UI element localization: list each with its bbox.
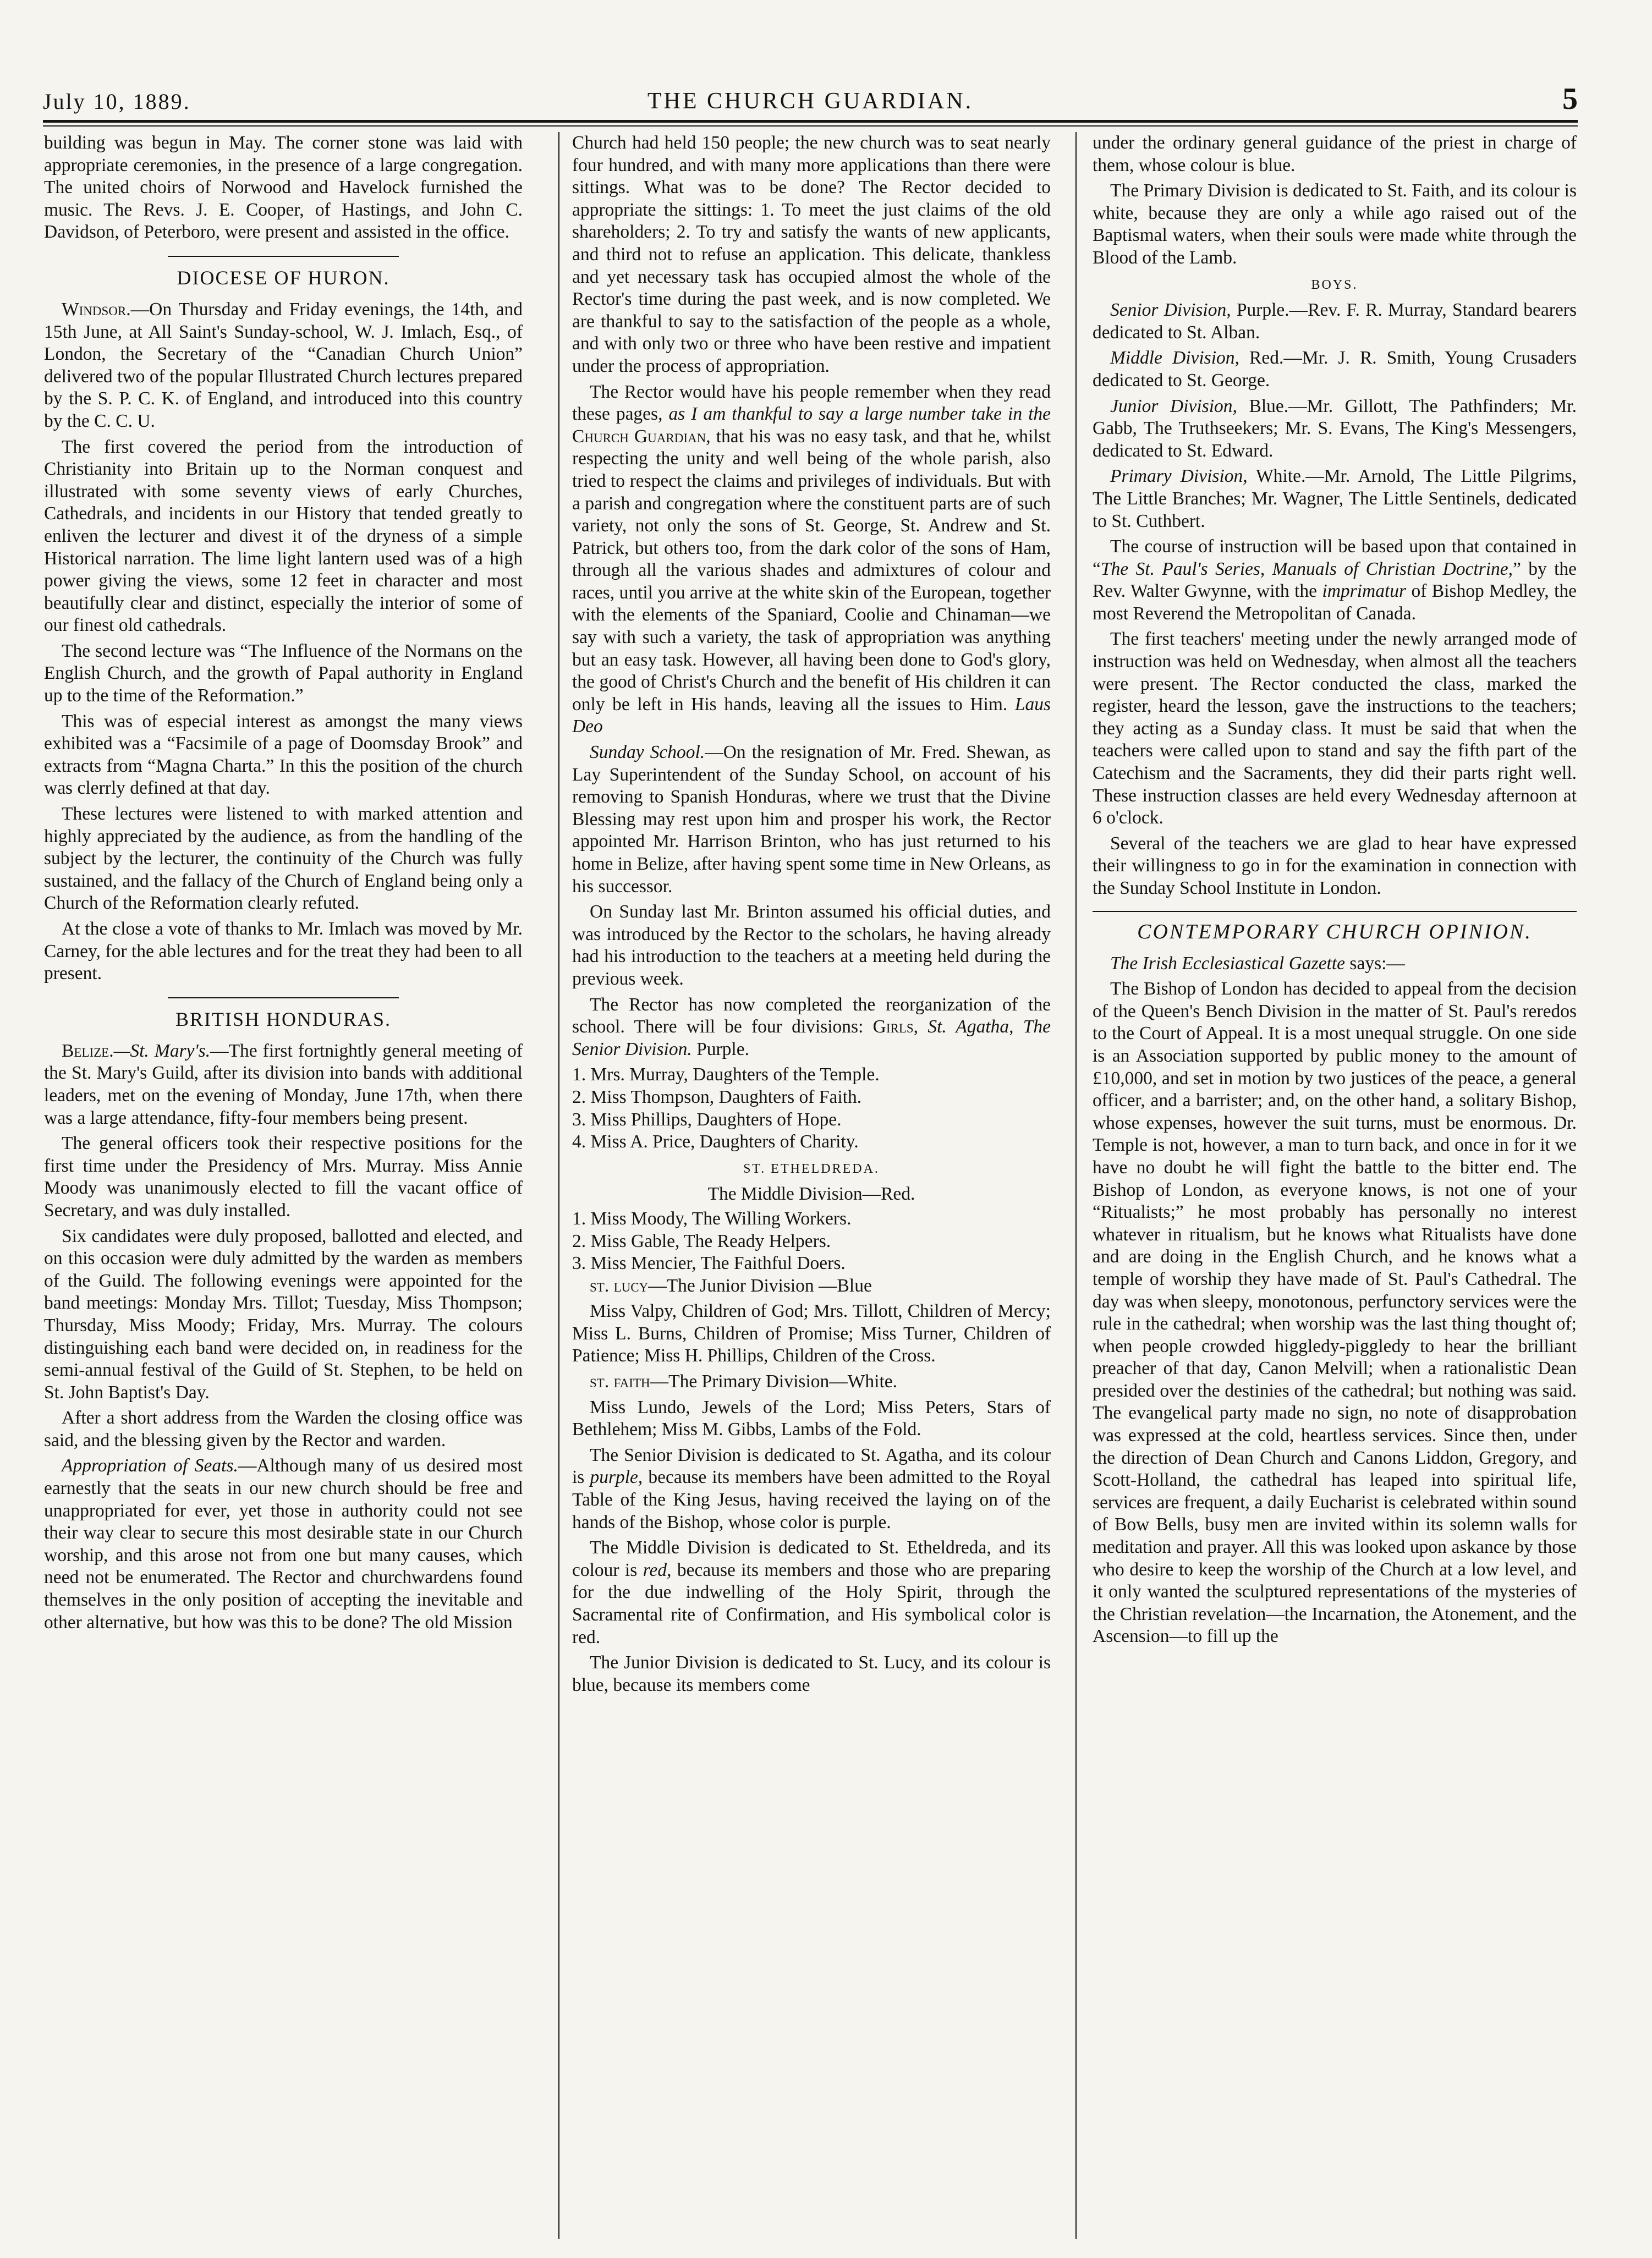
paragraph: The first teachers' meeting under the newly arranged mode of instruction was held on Wednesday, when almost all the teachers were present. The Rector conducted the class, marked the register, heard the lesson, gave the instructions to the teachers; they acting as a Sunday class. It must be said that when the teachers were called upon to stand and say the fifth part of the Catechism and the Sacraments, they did their parts right well. These instruction classes are held every Wednesday afternoon at 6 o'clock.: [1093, 629, 1577, 828]
place-lead: Belize.: [62, 1040, 114, 1061]
section-rule: [1093, 911, 1577, 912]
list-item: 3. Miss Phillips, Daughters of Hope.: [572, 1109, 842, 1130]
paragraph: The Bishop of London has decided to appeal from the decision of the Queen's Bench Division in the matter of St. Paul's reredos to the Court of Appeal. It is a most unequal struggle. On one side is an Association supported by public money to the amount of £10,000, and set in motion by two justices of the peace, a general officer, and a barrister; and, on the other hand, a solitary Bishop, whose expenses, however the suit turns, must be enormous. Dr. Temple is not, however, a man to turn back, and once in for it we have no doubt he will fight the battle to the bitter end. The Bishop of London, as everyone knows, is not one of your “Ritualists;” he most probably has personally no interest whatever in ritualism, but he knows what Ritualists have done and are doing in the English Church, and he knows what a temple of worship they have made of St. Paul's Cathedral. The day was when sleepy, monotonous, perfunctory services were the rule in the cathedral; when worship was the last thing thought of; when people crowded higgledy-piggledy to hear the brilliant preacher of that day, Canon Melvill; when a rationalistic Dean presided over the destinies of the cathedral; but nothing was said. The evangelical party made no sign, no note of disapprobation was expressed at the cold, heartless services. Since then, under the direction of Dean Church and Canons Liddon, Gregory, and Scott-Holland, the cathedral has leaped into spiritual life, services are frequent, a daily Eucharist is celebrated within sound of Bow Bells, busy men are invited within its solemn walls for meditation and prayer. All this was looked upon askance by those who desire to keep the worship of the Church at a low level, and it only wanted the sculptured representations of the mysteries of the Christian revelation—the Incarnation, the Atonement, and the Ascension—to fill up the: [1093, 979, 1577, 1647]
paragraph: The second lecture was “The Influence of the Normans on the English Church, and the growth of Papal authority in England up to the time of the Reformation.”: [44, 640, 523, 706]
paragraph: The general officers took their respective positions for the first time under the Presidency of Mrs. Murray. Miss Annie Moody was unanimously elected to fill the vacant office of Secretary, and was duly installed.: [44, 1133, 523, 1221]
division-line: st. lucy—The Junior Division —Blue: [590, 1275, 872, 1296]
page-number: 5: [1562, 82, 1578, 116]
division-line: The Middle Division—Red.: [707, 1184, 915, 1205]
column-divider: [558, 132, 559, 2239]
paragraph: Appropriation of Seats.—Although many of us desired most earnestly that the seats in our new church should be free and unappropriated for ever, yet those in authority could not see their way clear to secure this most desirable state in our Church worship, and this arose not from one but many causes, which need not be enumerated. The Rector and churchwardens found themselves in the only position of accepting the inevitable and other alternative, but how was this to be done? The old Mission: [44, 1455, 523, 1633]
paragraph: Church had held 150 people; the new church was to seat nearly four hundred, and with many more applications than there were sittings. What was to be done? The Rector decided to appropriate the sittings: 1. To meet the just claims of the old shareholders; 2. To try and satisfy the wants of new applicants, and third not to refuse an application. This delicate, thankless and yet necessary task has occupied almost the whole of the Rector's time during the past week, and is now completed. We are thankful to say to the satisfaction of the people as a whole, and with only two or three who have been restive and impatient under the process of appropriation.: [572, 133, 1051, 376]
section-heading-british-honduras: BRITISH HONDURAS.: [175, 1008, 392, 1030]
list-item: 2. Miss Thompson, Daughters of Faith.: [572, 1086, 862, 1107]
section-heading-contemporary-church-opinion: CONTEMPORARY CHURCH OPINION.: [1137, 920, 1532, 943]
paragraph: At the close a vote of thanks to Mr. Imlach was moved by Mr. Carney, for the able lectures and for the treat they had been to all present.: [44, 919, 523, 984]
paragraph: Senior Division, Purple.—Rev. F. R. Murray, Standard bearers dedicated to St. Alban.: [1093, 300, 1577, 343]
paragraph: The Senior Division is dedicated to St. Agatha, and its colour is purple, because its members have been admitted to the Royal Table of the King Jesus, having received the laying on of the hands of the Bishop, whose color is purple.: [572, 1444, 1051, 1532]
paragraph: The first covered the period from the introduction of Christianity into Britain up to the Norman conquest and illustrated with some seventy views of early Churches, Cathedrals, and incidents in our History that tended greatly to enliven the lecturer and divest it of the dryness of a simple Historical narration. The lime light lantern used was of a high power giving the views, some 12 feet in character and most beautifully clear and distinct, especially the interior of some of our finest old cathedrals.: [44, 436, 523, 636]
paragraph: The Primary Division is dedicated to St. Faith, and its colour is white, because they are only a while ago raised out of the Baptismal waters, when their souls were made white through the Blood of the Lamb.: [1093, 180, 1577, 268]
paragraph: The Middle Division is dedicated to St. Etheldreda, and its colour is red, because its members and those who are preparing for the due indwelling of the Holy Spirit, through the Sacramental rite of Confirmation, and His symbolical color is red.: [572, 1537, 1051, 1647]
place-lead: Windsor.: [62, 299, 131, 320]
paragraph: building was begun in May. The corner stone was laid with appropriate ceremonies, in the presence of a large congregation. The united choirs of Norwood and Havelock furnished the music. The Revs. J. E. Cooper, of Hastings, and John C. Davidson, of Peterboro, were present and assisted in the office.: [44, 133, 523, 243]
masthead: [43, 81, 1578, 119]
subheading-st-etheldreda: ST. ETHELDREDA.: [743, 1161, 880, 1176]
list-item: 1. Miss Moody, The Willing Workers.: [572, 1208, 852, 1229]
paragraph: These lectures were listened to with marked attention and highly appreciated by the audience, as from the handling of the subject by the lecturer, the continuity of the Church was fully sustained, and the fallacy of the Church of England being only a Church of the Reformation clearly refuted.: [44, 804, 523, 914]
column-2: [572, 132, 1051, 2228]
paragraph: This was of especial interest as amongst the many views exhibited was a “Facsimile of a page of Doomsday Brook” and extracts from “Magna Charta.” In this the position of the church was clerrly defined at that day.: [44, 711, 523, 799]
paragraph: The Junior Division is dedicated to St. Lucy, and its colour is blue, because its members come: [572, 1652, 1051, 1695]
newspaper-title: THE CHURCH GUARDIAN.: [647, 89, 974, 114]
paragraph: under the ordinary general guidance of the priest in charge of them, whose colour is blue.: [1093, 133, 1577, 175]
header-rule-thin: [43, 125, 1578, 127]
paragraph: Junior Division, Blue.—Mr. Gillott, The Pathfinders; Mr. Gabb, The Truthseekers; Mr. S. Evans, The King's Messengers, dedicated to St. Edward.: [1093, 395, 1577, 461]
section-rule: [168, 997, 399, 998]
subheading-boys: BOYS.: [1311, 277, 1358, 292]
paragraph: Miss Valpy, Children of God; Mrs. Tillott, Children of Mercy; Miss L. Burns, Children of Promise; Miss Turner, Children of Patience; Miss H. Phillips, Children of the Cross.: [572, 1301, 1051, 1366]
paragraph: The course of instruction will be based upon that contained in “The St. Paul's Series, Manuals of Christian Doctrine,” by the Rev. Walter Gwynne, with the imprimatur of Bishop Medley, the most Reverend the Metropolitan of Canada.: [1093, 536, 1577, 624]
paragraph: On Sunday last Mr. Brinton assumed his official duties, and was introduced by the Rector to the scholars, he having already had his introduction to the teachers at a meeting held during the previous week.: [572, 902, 1051, 989]
issue-date: July 10, 1889.: [43, 89, 191, 114]
paragraph: Miss Lundo, Jewels of the Lord; Miss Peters, Stars of Bethlehem; Miss M. Gibbs, Lambs of the Fold.: [572, 1397, 1051, 1440]
column-1: [44, 132, 523, 2228]
division-line: st. faith—The Primary Division—White.: [590, 1371, 897, 1392]
column-3: [1093, 132, 1577, 2228]
list-item: 3. Miss Mencier, The Faithful Doers.: [572, 1253, 846, 1274]
column-divider: [1075, 132, 1077, 2239]
header-rule: [43, 120, 1578, 123]
paragraph: Primary Division, White.—Mr. Arnold, The Little Pilgrims, The Little Branches; Mr. Wagner, The Little Sentinels, dedicated to St. Cuthbert.: [1093, 466, 1577, 531]
list-item: 4. Miss A. Price, Daughters of Charity.: [572, 1131, 859, 1152]
paragraph: Windsor.—On Thursday and Friday evenings, the 14th, and 15th June, at All Saint's Sunday-school, W. J. Imlach, Esq., of London, the Secretary of the “Canadian Church Union” delivered two of the popular Illustrated Church lectures prepared by the S. P. C. K. of England, and introduced into this country by the C. C. U.: [44, 299, 523, 431]
paragraph: The Rector has now completed the reorganization of the school. There will be four divisions: Girls, St. Agatha, The Senior Division. Purple.: [572, 994, 1051, 1059]
paragraph: Belize.—St. Mary's.—The first fortnightly general meeting of the St. Mary's Guild, after its division into bands with additional leaders, met on the evening of Monday, June 17th, when there was a large attendance, fifty-four members being present.: [44, 1040, 523, 1128]
paragraph: After a short address from the Warden the closing office was said, and the blessing given by the Rector and warden.: [44, 1408, 523, 1451]
paragraph: The Rector would have his people remember when they read these pages, as I am thankful to say a large number take in the Church Guardian, that his was no easy task, and that he, whilst respecting the unity and well being of the whole parish, also tried to respect the claims and privileges of individuals. But with a parish and congregation where the constituent parts are of such variety, not only the sons of St. George, St. Andrew and St. Patrick, but others too, from the dark color of the sons of Ham, through all the various shades and admixtures of colour and races, until you arrive at the white skin of the European, together with the elements of the Spaniard, Coolie and Chinaman—we say with such a variety, the task of appropriation was anything but an easy task. However, all having been done to God's glory, the good of Christ's Church and the benefit of His children it can only be left in His hands, leaving all the issues to Him. Laus Deo: [572, 381, 1051, 737]
paragraph: The Irish Ecclesiastical Gazette says:—: [1110, 953, 1405, 974]
paragraph: Six candidates were duly proposed, ballotted and elected, and on this occasion were duly admitted by the warden as members of the Guild. The following evenings were appointed for the band meetings: Monday Mrs. Tillot; Tuesday, Miss Thompson; Thursday, Miss Moody; Friday, Mrs. Murray. The colours distinguishing each band were decided on, in readiness for the semi-annual festival of the Guild of St. Stephen, to be held on St. John Baptist's Day.: [44, 1226, 523, 1403]
paragraph: Middle Division, Red.—Mr. J. R. Smith, Young Crusaders dedicated to St. George.: [1093, 348, 1577, 391]
paragraph: Several of the teachers we are glad to hear have expressed their willingness to go in for the examination in connection with the Sunday School Institute in London.: [1093, 833, 1577, 898]
paragraph: Sunday School.—On the resignation of Mr. Fred. Shewan, as Lay Superintendent of the Sunday School, on account of his removing to Spanish Honduras, where we trust that the Divine Blessing may rest upon him and prosper his work, the Rector appointed Mr. Harrison Brinton, who has just returned to his home in Belize, after having spent some time in New Orleans, as his successor.: [572, 742, 1051, 897]
list-item: 2. Miss Gable, The Ready Helpers.: [572, 1230, 831, 1251]
section-rule: [168, 256, 399, 257]
list-item: 1. Mrs. Murray, Daughters of the Temple.: [572, 1064, 880, 1085]
section-heading-diocese-of-huron: DIOCESE OF HURON.: [177, 266, 390, 289]
